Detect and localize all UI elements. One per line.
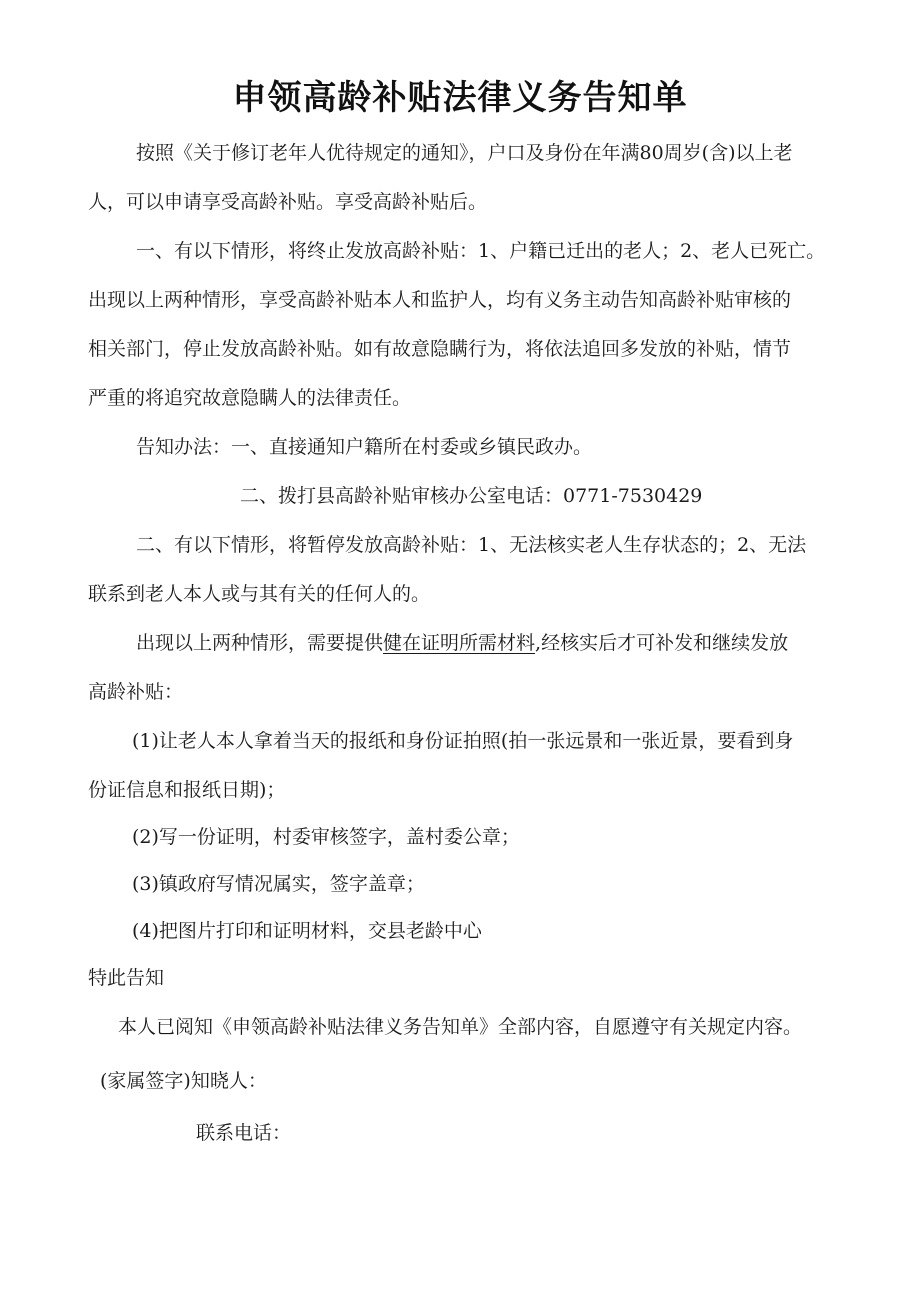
item-1-line-1: (1)让老人本人拿着当天的报纸和身份证拍照(拍一张远景和一张近景，要看到身 [132, 730, 794, 752]
section2-line-2: 联系到老人本人或与其有关的任何人的。 [88, 583, 431, 605]
item-4: (4)把图片打印和证明材料，交县老龄中心 [132, 920, 482, 942]
signature-label: (家属签字)知晓人： [100, 1070, 267, 1092]
materials-line-1 [136, 628, 788, 658]
acknowledgement-text: 本人已阅知《申领高龄补贴法律义务告知单》全部内容，自愿遵守有关规定内容。 [118, 1016, 803, 1038]
item-2: (2)写一份证明，村委审核签字，盖村委公章； [132, 826, 520, 848]
closing-text: 特此告知 [88, 967, 165, 989]
intro-line-2: 人，可以申请享受高龄补贴。享受高龄补贴后。 [88, 191, 488, 213]
materials-prefix: 出现以上两种情形，需要提供 [136, 632, 384, 654]
intro-line-1: 按照《关于修订老年人优待规定的通知》，户口及身份在年满80周岁(含)以上老 [136, 142, 793, 164]
section1-line-3: 相关部门，停止发放高龄补贴。如有故意隐瞒行为，将依法追回多发放的补贴，情节 [88, 338, 792, 360]
notify-method-1: 告知办法：一、直接通知户籍所在村委或乡镇民政办。 [136, 436, 593, 458]
health-proof-materials-link: 健在证明所需材料 [383, 632, 536, 654]
section1-line-4: 严重的将追究故意隐瞒人的法律责任。 [88, 387, 412, 409]
notify-method-2: 二、拨打县高龄补贴审核办公室电话：0771-7530429 [240, 485, 703, 507]
section1-line-1: 一、有以下情形，将终止发放高龄补贴：1、户籍已迁出的老人；2、老人已死亡。 [136, 240, 826, 262]
item-3: (3)镇政府写情况属实，签字盖章； [132, 873, 425, 895]
materials-line-2: 高龄补贴： [88, 681, 184, 703]
phone-label: 联系电话： [196, 1122, 292, 1144]
materials-suffix: ,经核实后才可补发和继续发放 [535, 632, 789, 654]
section2-line-1: 二、有以下情形，将暂停发放高龄补贴：1、无法核实老人生存状态的；2、无法 [136, 534, 807, 556]
item-1-line-2: 份证信息和报纸日期)； [88, 779, 286, 801]
document-title: 申领高龄补贴法律义务告知单 [232, 78, 688, 118]
section1-line-2: 出现以上两种情形，享受高龄补贴本人和监护人，均有义务主动告知高龄补贴审核的 [88, 289, 792, 311]
